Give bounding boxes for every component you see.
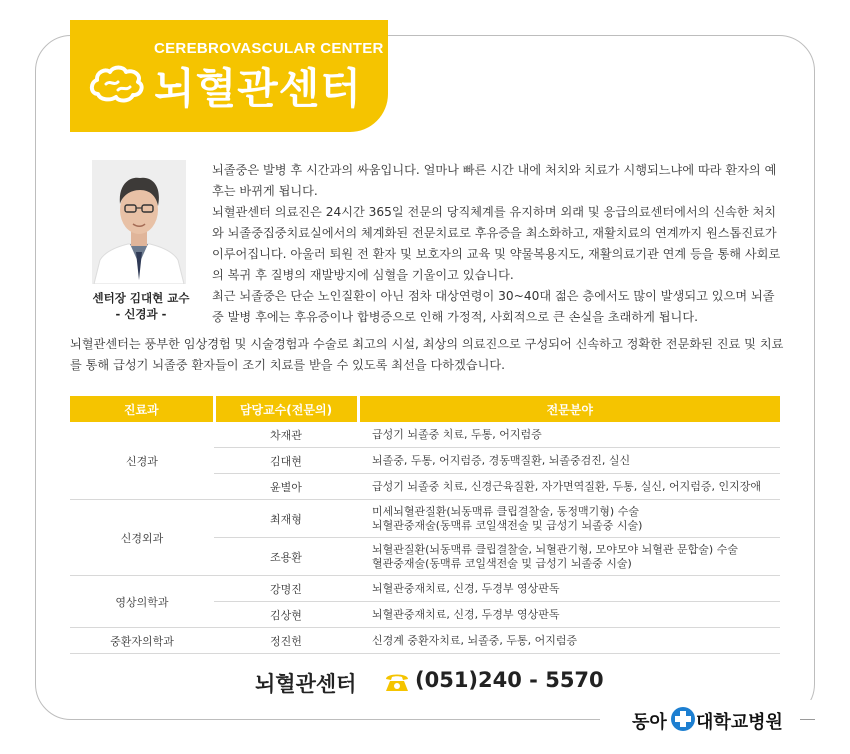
header-badge — [70, 20, 388, 132]
specialty-line: 미세뇌혈관질환(뇌동맥류 클립결찰술, 동정맥기형) 수술 — [372, 504, 639, 518]
professor-name: 차재관 — [214, 422, 358, 448]
phone-icon[interactable] — [383, 670, 411, 694]
specialty-line: 뇌혈관질환(뇌동맥류 클립결찰술, 뇌혈관기형, 모야모야 뇌혈관 문합술) 수술 — [372, 542, 738, 556]
hospital-logo-part1: 동아 — [632, 712, 667, 733]
summary-paragraph: 뇌혈관센터는 풍부한 임상경험 및 시술경험과 수술로 최고의 시설, 최상의 의료진으로 구성되어 신속하고 정확한 전문화된 진료 및 치료를 통해 급성기 뇌졸중 환자들이 조기 치료를 받을 수 있도록 최선을 다하겠습니다. — [70, 337, 784, 372]
professor-name: 조용환 — [214, 538, 358, 576]
specialty: 신경계 중환자치료, 뇌졸중, 두통, 어지럼증 — [358, 628, 780, 654]
hospital-cross-icon — [670, 706, 696, 732]
intro-text — [212, 160, 784, 328]
specialty: 뇌졸중, 두통, 어지럼증, 경동맥질환, 뇌졸중검진, 실신 — [358, 448, 780, 474]
header-specialty: 전문분야 — [358, 396, 780, 422]
director-name: 센터장 김대현 교수 — [92, 291, 190, 305]
table-header-row — [70, 396, 780, 422]
professor-name: 김상현 — [214, 602, 358, 628]
specialty-line: 혈관중재술(동맥류 코일색전술 및 급성기 뇌졸중 시술) — [372, 556, 632, 570]
specialty: 급성기 뇌졸중 치료, 신경근육질환, 자가면역질환, 두통, 실신, 어지럼증, 인지장애 — [358, 474, 780, 500]
header-department: 진료과 — [70, 396, 214, 422]
header-professor: 담당교수(전문의) — [214, 396, 358, 422]
footer-center-name: 뇌혈관센터 — [255, 672, 357, 696]
table-row — [70, 422, 780, 448]
specialty — [358, 500, 780, 538]
footer-phone[interactable]: (051)240 - 5570 — [415, 668, 604, 692]
specialty: 뇌혈관중재치료, 신경, 두경부 영상판독 — [358, 576, 780, 602]
table-row — [70, 576, 780, 602]
hospital-logo-part2: 대학교병원 — [696, 712, 783, 733]
director-photo — [92, 160, 186, 284]
intro-paragraph: 뇌졸중은 발병 후 시간과의 싸움입니다. 얼마나 빠른 시간 내에 처치와 치료가 시행되느냐에 따라 환자의 예후는 바뀌게 됩니다. — [212, 163, 777, 198]
dept-radiology: 영상의학과 — [70, 576, 214, 628]
professor-name: 강명진 — [214, 576, 358, 602]
summary-text — [70, 334, 784, 376]
specialty: 급성기 뇌졸중 치료, 두통, 어지럼증 — [358, 422, 780, 448]
brain-icon — [88, 64, 146, 106]
table-row — [70, 500, 780, 538]
dept-critical-care: 중환자의학과 — [70, 628, 214, 654]
director-caption — [82, 290, 200, 322]
table-row — [70, 628, 780, 654]
dept-neurology: 신경과 — [70, 422, 214, 500]
professor-name: 정진헌 — [214, 628, 358, 654]
header-title-en: CEREBROVASCULAR CENTER — [154, 40, 384, 57]
director-dept: - 신경과 - — [115, 307, 167, 321]
header-title-ko: 뇌혈관센터 — [154, 64, 362, 113]
frame-tail-line — [800, 719, 815, 720]
intro-paragraph: 최근 뇌졸중은 단순 노인질환이 아닌 점차 대상연령이 30~40대 젊은 층에서도 많이 발생되고 있으며 뇌졸중 발병 후에는 후유증이나 합병증으로 인해 가정적, 사회적으로 큰 손실을 초래하게 됩니다. — [212, 289, 775, 324]
specialty — [358, 538, 780, 576]
dept-neurosurgery: 신경외과 — [70, 500, 214, 576]
portrait-image — [92, 160, 186, 284]
specialty: 뇌혈관중재치료, 신경, 두경부 영상판독 — [358, 602, 780, 628]
staff-table — [70, 396, 780, 654]
professor-name: 최재형 — [214, 500, 358, 538]
specialty-line: 뇌혈관중재술(동맥류 코일색전술 및 급성기 뇌졸중 시술) — [372, 518, 643, 532]
professor-name: 김대현 — [214, 448, 358, 474]
professor-name: 윤별아 — [214, 474, 358, 500]
intro-paragraph: 뇌혈관센터 의료진은 24시간 365일 전문의 당직체계를 유지하며 외래 및 응급의료센터에서의 신속한 처치와 뇌졸중집중치료실에서의 체계화된 전문치료로 후유증을 최소화하고, 재활치료의 연계까지 원스톱진료가 이루어집니다. 아울러 퇴원 전 환자 및 보호자의 교육 및 약물복용지도, 재활의료기관 연계 등을 통해 사회로의 복귀 후 질병의 재발방지에 심혈을 기울이고 있습니다. — [212, 205, 781, 282]
